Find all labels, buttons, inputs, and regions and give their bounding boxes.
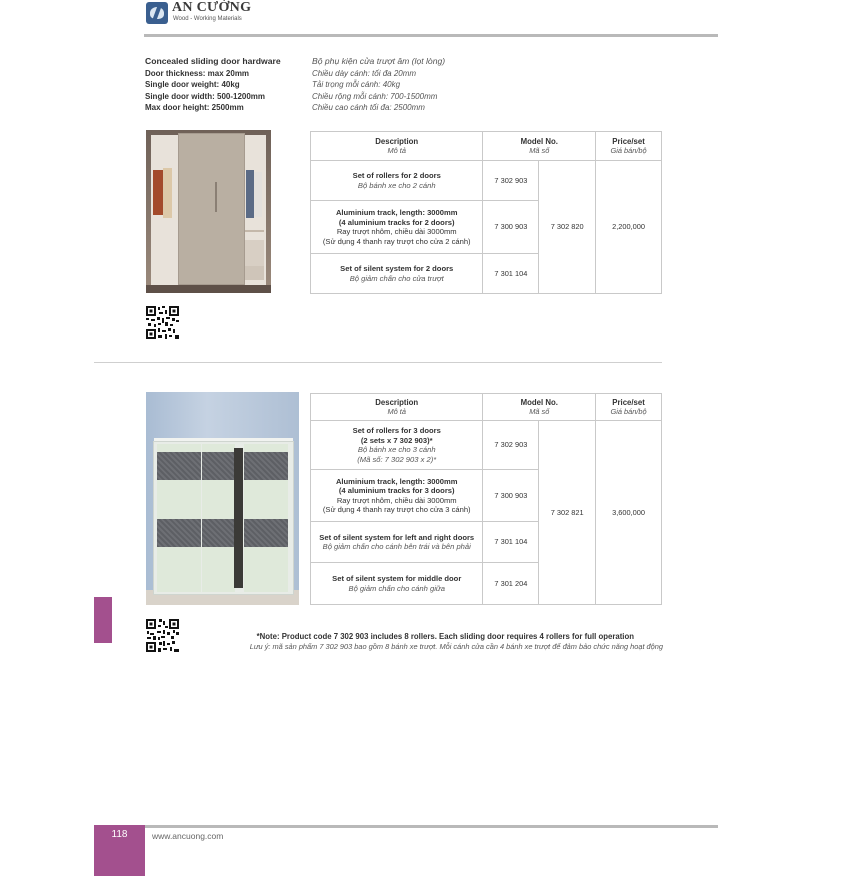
row-description: Set of rollers for 2 doors Bộ bánh xe cho 2 cánh xyxy=(311,161,483,201)
row-description: Set of silent system for middle door Bộ giảm chấn cho cánh giữa xyxy=(311,563,483,605)
set-model: 7 302 821 xyxy=(539,421,596,605)
note-vietnamese: Lưu ý: mã sản phẩm 7 302 903 bao gồm 8 bánh xe trượt. Mỗi cánh cửa cần 4 bánh xe trượt để đảm bảo chức năng hoạt động xyxy=(249,642,663,651)
row-model: 7 300 903 xyxy=(483,201,539,254)
table-header-row xyxy=(311,394,662,421)
section-divider xyxy=(94,362,662,363)
wardrobe-2-door-photo xyxy=(146,130,271,293)
set-price: 2,200,000 xyxy=(596,161,662,294)
spec-title-vi: Bộ phụ kiện cửa trượt âm (lọt lòng) xyxy=(312,56,446,66)
row-description: Aluminium track, length: 3000mm (4 aluminium tracks for 2 doors) Ray trượt nhôm, chiều dài 3000mm (Sử dụng 4 thanh ray trượt cho cửa 2 cánh) xyxy=(311,201,483,254)
table-row xyxy=(311,161,662,201)
spec-line: Chiều dày cánh: tối đa 20mm xyxy=(312,68,417,78)
brand-tagline: Wood - Working Materials xyxy=(173,16,242,22)
set-price: 3,600,000 xyxy=(596,421,662,605)
header-description: Description Mô tả xyxy=(311,394,483,421)
spec-vietnamese xyxy=(312,56,445,114)
accent-bar xyxy=(94,597,112,643)
row-description: Set of rollers for 3 doors (2 sets x 7 302 903)* Bộ bánh xe cho 3 cánh (Mã số: 7 302 903 x 2)* xyxy=(311,421,483,470)
spec-line: Single door width: 500-1200mm xyxy=(145,91,266,101)
set-model: 7 302 820 xyxy=(539,161,596,294)
header-price: Price/set Giá bán/bộ xyxy=(596,394,662,421)
product-table-2-doors xyxy=(310,131,662,294)
spec-line: Single door weight: 40kg xyxy=(145,80,240,89)
row-description: Aluminium track, length: 3000mm (4 aluminium tracks for 3 doors) Ray trượt nhôm, chiều dài 3000mm (Sử dụng 4 thanh ray trượt cho cửa 3 cánh) xyxy=(311,470,483,522)
product-table-3-doors xyxy=(310,393,662,605)
qr-code-icon[interactable] xyxy=(146,306,179,339)
website-link[interactable]: www.ancuong.com xyxy=(152,831,224,841)
row-model: 7 302 903 xyxy=(483,421,539,470)
spec-line: Chiều rộng mỗi cánh: 700-1500mm xyxy=(312,91,438,101)
row-model: 7 301 204 xyxy=(483,563,539,605)
row-model: 7 300 903 xyxy=(483,470,539,522)
table-row xyxy=(311,421,662,470)
spec-line: Max door height: 2500mm xyxy=(145,103,244,112)
wardrobe-3-door-photo xyxy=(146,392,299,605)
row-description: Set of silent system for left and right doors Bộ giảm chấn cho cánh bên trái và bên phải xyxy=(311,522,483,563)
header-model: Model No. Mã số xyxy=(483,132,596,161)
page-number: 118 xyxy=(111,829,128,840)
header-price: Price/set Giá bán/bộ xyxy=(596,132,662,161)
table-header-row xyxy=(311,132,662,161)
header-description: Description Mô tả xyxy=(311,132,483,161)
spec-title-en: Concealed sliding door hardware xyxy=(145,56,281,66)
row-model: 7 301 104 xyxy=(483,254,539,294)
footer-rule xyxy=(144,825,718,828)
spec-english xyxy=(145,56,281,114)
spec-line: Tải trọng mỗi cánh: 40kg xyxy=(312,80,401,89)
header-model: Model No. Mã số xyxy=(483,394,596,421)
row-description: Set of silent system for 2 doors Bộ giảm chấn cho cửa trượt xyxy=(311,254,483,294)
spec-line: Door thickness: max 20mm xyxy=(145,68,250,78)
note-english: *Note: Product code 7 302 903 includes 8 rollers. Each sliding door requires 4 rollers for full operation xyxy=(256,632,634,641)
row-model: 7 301 104 xyxy=(483,522,539,563)
row-model: 7 302 903 xyxy=(483,161,539,201)
spec-line: Chiều cao cánh tối đa: 2500mm xyxy=(312,103,425,112)
header-rule xyxy=(144,34,718,37)
brand-name: AN CƯỜNG xyxy=(172,0,252,15)
brand-logo-icon xyxy=(146,2,168,24)
